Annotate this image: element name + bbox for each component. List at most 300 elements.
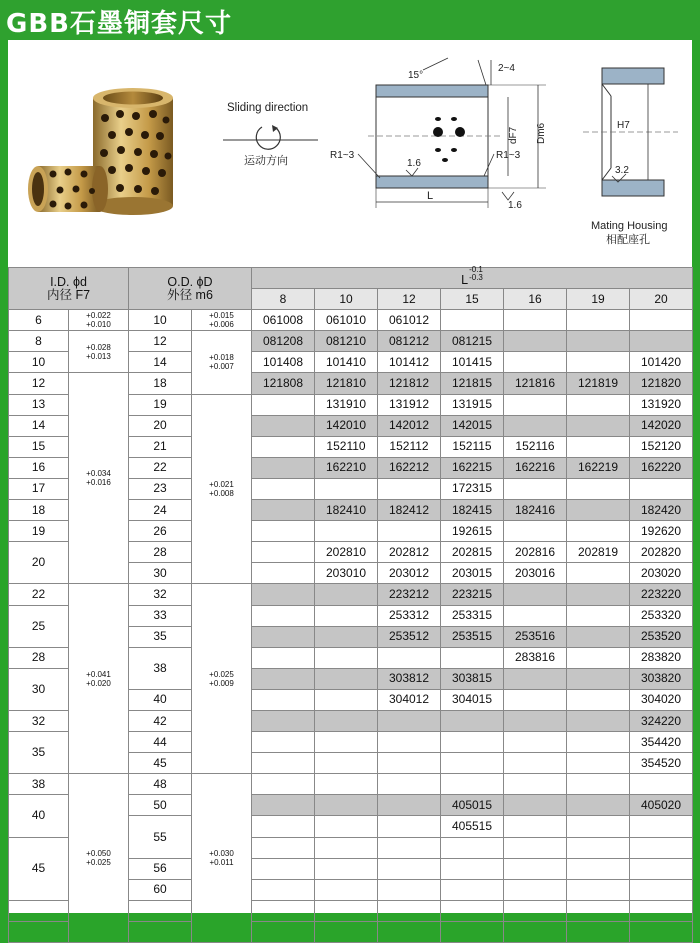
part-number-cell <box>378 478 441 499</box>
od-value: 23 <box>129 478 192 499</box>
part-number-cell: 182410 <box>315 500 378 521</box>
part-number-cell: 203015 <box>441 563 504 584</box>
part-number-cell: 101408 <box>252 352 315 373</box>
part-number-cell: 162219 <box>567 457 630 478</box>
part-number-cell <box>504 605 567 626</box>
part-number-cell <box>567 605 630 626</box>
id-header-label: I.D. ϕd <box>50 274 87 289</box>
part-number-cell: 121816 <box>504 373 567 394</box>
part-number-cell <box>441 310 504 331</box>
id-value: 15 <box>9 436 69 457</box>
part-number-cell: 162216 <box>504 457 567 478</box>
od-tolerance <box>192 331 252 394</box>
title-bar <box>0 0 700 40</box>
id-tol-upper: +0.028 <box>86 342 111 352</box>
od-value: 24 <box>129 500 192 521</box>
part-number-cell <box>378 858 441 879</box>
id-value: 35 <box>9 732 69 774</box>
part-number-cell: 131912 <box>378 394 441 415</box>
od-value: 45 <box>129 753 192 774</box>
od-value-empty <box>252 921 315 942</box>
radius-right-label: R1~3 <box>496 150 521 161</box>
od-value: 60 <box>129 879 192 900</box>
id-tol-lower: +0.010 <box>86 320 111 330</box>
part-number-cell <box>441 900 504 921</box>
part-number-cell <box>504 837 567 858</box>
part-number-cell <box>378 710 441 731</box>
od-value: 44 <box>129 732 192 753</box>
id-value: 25 <box>9 605 69 647</box>
part-number-cell <box>567 921 630 942</box>
part-number-cell: 223220 <box>630 584 693 605</box>
od-value: 19 <box>129 394 192 415</box>
sliding-direction-cn-label: 运动方向 <box>244 154 288 167</box>
part-number-cell <box>504 584 567 605</box>
part-number-cell: 121815 <box>441 373 504 394</box>
part-number-cell: 202815 <box>441 542 504 563</box>
outer-diameter-label: Dm6 <box>536 122 547 144</box>
id-tol-lower: +0.016 <box>86 478 111 488</box>
od-value: 32 <box>129 584 192 605</box>
part-number-cell <box>567 774 630 795</box>
part-number-cell: 152112 <box>378 436 441 457</box>
part-number-cell <box>441 732 504 753</box>
part-number-cell <box>441 710 504 731</box>
part-number-cell: 303815 <box>441 668 504 689</box>
length-label: L <box>427 190 434 202</box>
id-tol-empty <box>129 921 192 942</box>
part-number-cell <box>378 521 441 542</box>
small-bushing-image <box>28 166 108 212</box>
part-number-cell <box>315 732 378 753</box>
id-value: 12 <box>9 373 69 394</box>
part-number-cell: 152116 <box>504 436 567 457</box>
part-number-cell: 405015 <box>441 795 504 816</box>
od-tol-upper: +0.015 <box>209 311 234 321</box>
part-number-cell: 182412 <box>378 500 441 521</box>
part-number-cell <box>252 816 315 837</box>
part-number-cell: 203010 <box>315 563 378 584</box>
part-number-cell <box>504 710 567 731</box>
part-number-cell <box>315 584 378 605</box>
part-number-cell: 182415 <box>441 500 504 521</box>
part-number-cell <box>567 689 630 710</box>
od-value: 33 <box>129 605 192 626</box>
part-number-cell: 081212 <box>378 331 441 352</box>
part-number-cell <box>315 816 378 837</box>
part-number-cell: 162215 <box>441 457 504 478</box>
id-tol-upper: +0.034 <box>86 469 111 479</box>
part-number-cell <box>504 732 567 753</box>
length-col-16: 16 <box>504 289 567 310</box>
id-tol-upper: +0.050 <box>86 849 111 859</box>
part-number-cell <box>504 774 567 795</box>
part-number-cell <box>504 921 567 942</box>
part-number-cell <box>252 668 315 689</box>
id-tol-lower: +0.013 <box>86 351 111 361</box>
od-tolerance <box>192 310 252 331</box>
id-header <box>9 268 129 310</box>
bushing-diagram <box>8 40 692 262</box>
part-number-cell <box>504 331 567 352</box>
part-number-cell <box>315 689 378 710</box>
part-number-cell <box>252 605 315 626</box>
table-row <box>9 774 693 795</box>
part-number-cell: 192620 <box>630 521 693 542</box>
od-tol-lower: +0.006 <box>209 320 234 330</box>
length-tol-lower: -0.3 <box>469 272 483 282</box>
part-number-cell: 202820 <box>630 542 693 563</box>
part-number-cell <box>441 879 504 900</box>
part-number-cell <box>567 647 630 668</box>
part-number-cell <box>504 900 567 921</box>
part-number-cell <box>504 689 567 710</box>
part-number-cell <box>252 732 315 753</box>
part-number-cell <box>378 647 441 668</box>
od-value: 55 <box>129 816 192 858</box>
od-value: 26 <box>129 521 192 542</box>
part-number-cell <box>630 816 693 837</box>
part-number-cell <box>504 858 567 879</box>
id-tol-lower: +0.025 <box>86 858 111 868</box>
part-number-cell <box>252 710 315 731</box>
id-tolerance <box>69 310 129 331</box>
part-number-cell <box>252 689 315 710</box>
part-number-cell: 131910 <box>315 394 378 415</box>
part-number-cell <box>252 415 315 436</box>
length-tol-upper: -0.1 <box>469 264 483 274</box>
part-number-cell <box>378 795 441 816</box>
od-value: 35 <box>129 626 192 647</box>
part-number-cell <box>378 816 441 837</box>
part-number-cell <box>504 394 567 415</box>
part-number-cell: 283820 <box>630 647 693 668</box>
part-number-cell: 081208 <box>252 331 315 352</box>
part-number-cell: 081215 <box>441 331 504 352</box>
part-number-cell <box>315 626 378 647</box>
part-number-cell <box>567 563 630 584</box>
id-value: 14 <box>9 415 69 436</box>
part-number-cell <box>567 331 630 352</box>
length-col-8: 8 <box>252 289 315 310</box>
part-number-cell <box>315 710 378 731</box>
id-header-cn: 内径 F7 <box>46 287 91 302</box>
part-number-cell <box>441 837 504 858</box>
housing-label-cn: 相配座孔 <box>606 233 650 246</box>
part-number-cell: 101420 <box>630 352 693 373</box>
part-number-cell: 121812 <box>378 373 441 394</box>
part-number-cell <box>567 837 630 858</box>
od-value: 18 <box>129 373 192 394</box>
part-number-cell <box>378 774 441 795</box>
part-number-cell <box>252 795 315 816</box>
roughness-inner-label: 1.6 <box>407 158 421 169</box>
sliding-direction-label: Sliding direction <box>227 102 309 114</box>
part-number-cell <box>630 921 693 942</box>
angle-label: 15° <box>408 70 424 81</box>
part-number-cell: 304012 <box>378 689 441 710</box>
part-number-cell: 304015 <box>441 689 504 710</box>
od-tolerance <box>192 394 252 584</box>
rotation-arrow-icon <box>256 127 280 149</box>
part-number-cell: 324220 <box>630 710 693 731</box>
length-col-12: 12 <box>378 289 441 310</box>
id-value-empty <box>9 921 69 942</box>
part-number-cell <box>252 858 315 879</box>
part-number-cell <box>567 795 630 816</box>
part-number-cell: 253512 <box>378 626 441 647</box>
part-number-cell <box>567 584 630 605</box>
part-number-cell <box>567 879 630 900</box>
od-value: 56 <box>129 858 192 879</box>
part-number-cell: 081210 <box>315 331 378 352</box>
part-number-cell <box>252 879 315 900</box>
od-tol-lower: +0.009 <box>209 678 234 688</box>
part-number-cell <box>567 900 630 921</box>
part-number-cell <box>567 732 630 753</box>
part-number-cell <box>252 563 315 584</box>
housing-fit-label: H7 <box>617 120 630 131</box>
part-number-cell <box>252 584 315 605</box>
length-header-label: L <box>461 272 469 287</box>
id-value: 6 <box>9 310 69 331</box>
part-number-cell <box>567 500 630 521</box>
table-row <box>9 331 693 352</box>
part-number-cell <box>567 668 630 689</box>
roughness-outer-label: 1.6 <box>508 200 522 211</box>
part-number-cell: 405515 <box>441 816 504 837</box>
id-value-empty <box>9 900 69 921</box>
part-number-cell <box>630 774 693 795</box>
part-number-cell: 192615 <box>441 521 504 542</box>
part-number-cell: 142015 <box>441 415 504 436</box>
part-number-cell: 142020 <box>630 415 693 436</box>
part-number-cell <box>567 415 630 436</box>
part-number-cell: 202810 <box>315 542 378 563</box>
table-row <box>9 310 693 331</box>
od-value: 10 <box>129 310 192 331</box>
part-number-cell <box>630 900 693 921</box>
part-number-cell <box>630 858 693 879</box>
part-number-cell <box>630 331 693 352</box>
cross-section-drawing <box>368 85 503 188</box>
part-number-cell <box>315 521 378 542</box>
id-tolerance <box>69 774 129 943</box>
od-value: 38 <box>129 647 192 689</box>
id-tol-empty <box>129 900 192 921</box>
part-number-cell <box>504 879 567 900</box>
part-number-cell <box>441 647 504 668</box>
part-number-cell <box>315 753 378 774</box>
part-number-cell <box>630 310 693 331</box>
part-number-cell <box>567 521 630 542</box>
part-number-cell <box>567 710 630 731</box>
part-number-cell: 131915 <box>441 394 504 415</box>
part-number-cell <box>504 753 567 774</box>
part-number-cell <box>567 310 630 331</box>
part-number-cell <box>378 879 441 900</box>
part-number-cell: 131920 <box>630 394 693 415</box>
od-header-label: O.D. ϕD <box>167 274 213 289</box>
length-col-15: 15 <box>441 289 504 310</box>
part-number-cell <box>441 774 504 795</box>
od-value: 48 <box>129 774 192 795</box>
part-number-cell <box>252 774 315 795</box>
part-number-cell <box>252 394 315 415</box>
id-tolerance <box>69 331 129 373</box>
chamfer-label: 2~4 <box>498 63 515 74</box>
part-number-cell: 253520 <box>630 626 693 647</box>
length-col-20: 20 <box>630 289 693 310</box>
part-number-cell: 101412 <box>378 352 441 373</box>
od-tol-empty <box>315 921 378 942</box>
id-tol-upper: +0.041 <box>86 669 111 679</box>
id-value: 45 <box>9 837 69 900</box>
id-tol-upper: +0.022 <box>86 311 111 321</box>
part-number-cell: 253320 <box>630 605 693 626</box>
od-value: 30 <box>129 563 192 584</box>
part-number-cell: 253515 <box>441 626 504 647</box>
od-tol-lower: +0.011 <box>209 858 234 868</box>
length-header <box>252 264 693 289</box>
part-number-cell: 283816 <box>504 647 567 668</box>
part-number-cell <box>504 415 567 436</box>
housing-roughness-label: 3.2 <box>615 165 629 176</box>
od-tolerance <box>192 774 252 943</box>
id-value: 13 <box>9 394 69 415</box>
od-value: 12 <box>129 331 192 352</box>
od-tol-empty <box>315 900 378 921</box>
part-number-cell <box>315 668 378 689</box>
part-number-cell <box>441 858 504 879</box>
part-number-cell <box>504 668 567 689</box>
id-value: 40 <box>9 795 69 837</box>
id-value: 22 <box>9 584 69 605</box>
part-number-cell <box>630 837 693 858</box>
housing-label: Mating Housing <box>591 220 668 232</box>
part-number-cell <box>567 478 630 499</box>
part-number-cell: 061012 <box>378 310 441 331</box>
part-number-cell <box>315 774 378 795</box>
id-value: 30 <box>9 668 69 710</box>
part-number-cell <box>378 921 441 942</box>
od-tol-lower: +0.007 <box>209 362 234 372</box>
part-number-cell <box>504 816 567 837</box>
id-value: 10 <box>9 352 69 373</box>
od-value: 22 <box>129 457 192 478</box>
od-tol-lower: +0.008 <box>209 488 234 498</box>
part-number-cell <box>504 310 567 331</box>
part-number-cell: 101415 <box>441 352 504 373</box>
part-number-cell: 121810 <box>315 373 378 394</box>
od-value: 28 <box>129 542 192 563</box>
part-number-cell <box>378 837 441 858</box>
part-number-cell: 182416 <box>504 500 567 521</box>
part-number-cell <box>315 795 378 816</box>
od-tol-upper: +0.030 <box>209 849 234 859</box>
part-number-cell: 202819 <box>567 542 630 563</box>
part-number-cell: 142012 <box>378 415 441 436</box>
part-number-cell <box>315 879 378 900</box>
length-tolerance <box>469 266 483 282</box>
part-number-cell: 061010 <box>315 310 378 331</box>
rotation-arrowhead-icon <box>272 125 278 132</box>
length-col-19: 19 <box>567 289 630 310</box>
part-number-cell: 223215 <box>441 584 504 605</box>
id-value: 8 <box>9 331 69 352</box>
part-number-cell: 142010 <box>315 415 378 436</box>
part-number-cell <box>252 478 315 499</box>
part-number-cell <box>441 753 504 774</box>
od-value: 40 <box>129 689 192 710</box>
part-number-cell <box>567 436 630 457</box>
part-number-cell: 405020 <box>630 795 693 816</box>
part-number-cell <box>252 500 315 521</box>
part-number-cell: 354420 <box>630 732 693 753</box>
radius-left-label: R1~3 <box>330 150 355 161</box>
part-number-cell: 354520 <box>630 753 693 774</box>
mating-housing-drawing <box>583 68 678 196</box>
part-number-cell <box>378 753 441 774</box>
part-number-cell: 203012 <box>378 563 441 584</box>
part-number-cell: 121819 <box>567 373 630 394</box>
part-number-cell: 253312 <box>378 605 441 626</box>
part-number-cell: 223212 <box>378 584 441 605</box>
part-number-cell <box>630 879 693 900</box>
od-value: 42 <box>129 710 192 731</box>
od-tol-upper: +0.018 <box>209 353 234 363</box>
od-tol-upper: +0.021 <box>209 479 234 489</box>
part-number-cell: 152120 <box>630 436 693 457</box>
part-number-cell <box>315 478 378 499</box>
part-number-cell: 101410 <box>315 352 378 373</box>
id-tolerance <box>69 373 129 584</box>
id-value: 17 <box>9 478 69 499</box>
part-number-cell <box>441 921 504 942</box>
part-number-cell <box>567 753 630 774</box>
part-number-cell: 304020 <box>630 689 693 710</box>
id-value: 16 <box>9 457 69 478</box>
part-number-cell <box>252 542 315 563</box>
part-number-cell <box>252 647 315 668</box>
part-number-cell <box>315 837 378 858</box>
length-col-10: 10 <box>315 289 378 310</box>
content-panel <box>8 40 692 913</box>
id-tol-lower: +0.020 <box>86 678 111 688</box>
part-number-cell <box>567 394 630 415</box>
part-number-cell: 253315 <box>441 605 504 626</box>
part-number-cell <box>252 753 315 774</box>
part-number-cell <box>252 626 315 647</box>
part-number-cell <box>567 626 630 647</box>
part-number-cell: 162210 <box>315 457 378 478</box>
part-number-cell <box>315 647 378 668</box>
id-value: 38 <box>9 774 69 795</box>
part-number-cell: 303812 <box>378 668 441 689</box>
part-number-cell: 152115 <box>441 436 504 457</box>
id-value: 32 <box>9 710 69 731</box>
od-value: 50 <box>129 795 192 816</box>
od-value: 21 <box>129 436 192 457</box>
part-number-cell <box>567 858 630 879</box>
part-number-cell <box>252 457 315 478</box>
od-value-empty <box>252 900 315 921</box>
od-header <box>129 268 252 310</box>
part-number-cell <box>567 816 630 837</box>
part-number-cell <box>252 837 315 858</box>
part-number-cell <box>567 352 630 373</box>
od-tol-upper: +0.025 <box>209 669 234 679</box>
